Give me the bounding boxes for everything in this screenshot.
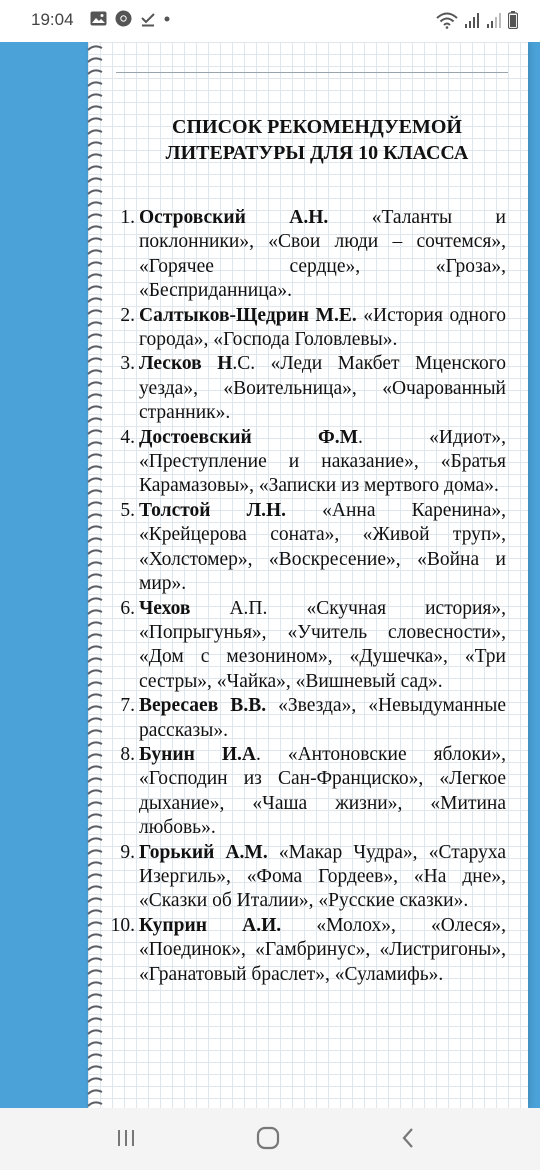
spiral-ring (88, 1006, 102, 1010)
spiral-ring (88, 190, 102, 194)
recents-icon (115, 1128, 137, 1153)
item-works: . «Идиот», «Преступление и наказание», «Братья Карамазовы», «Записки из мертвого дома». (139, 426, 506, 497)
spiral-ring (88, 730, 102, 734)
spiral-ring (88, 910, 102, 914)
spiral-ring (88, 502, 102, 506)
spiral-ring (88, 106, 102, 110)
item-author: Куприн А.И. (139, 914, 282, 936)
spiral-ring (88, 994, 102, 998)
dot-icon (164, 16, 170, 22)
list-item (102, 743, 506, 841)
spiral-ring (88, 82, 102, 86)
status-time: 19:04 (31, 10, 74, 29)
item-works: «Макар Чудра», «Старуха Изергиль», «Фома Гордеев», «На дне», «Сказки об Италии», «Русские сказки». (139, 841, 507, 912)
spiral-ring (88, 1054, 102, 1058)
spiral-ring (88, 850, 102, 854)
spiral-ring (88, 274, 102, 278)
spiral-ring (88, 586, 102, 590)
list-item (102, 206, 506, 304)
spiral-ring (88, 562, 102, 566)
item-works: «Анна Каренина», «Крейцерова соната», «Живой труп», «Холстомер», «Воскресение», «Война и мир». (139, 499, 506, 595)
item-number: 3. (120, 353, 135, 375)
spiral-ring (88, 334, 102, 338)
spiral-ring (88, 286, 102, 290)
item-works: А.П. «Скучная история», «Попрыгунья», «Учитель словесности», «Дом с мезонином», «Душечка», «Три сестры», «Чайка», «Вишневый сад». (139, 597, 506, 692)
item-number: 10. (110, 914, 135, 936)
spiral-ring (88, 610, 102, 614)
literature-list (102, 206, 506, 987)
title-line-1: СПИСОК РЕКОМЕНДУЕМОЙ (172, 116, 462, 138)
spiral-ring (88, 94, 102, 98)
item-number: 8. (120, 743, 135, 765)
spiral-ring (88, 1042, 102, 1046)
item-author: Горький А.М. (139, 841, 268, 863)
item-author: Островский А.Н. (139, 207, 329, 228)
home-icon (256, 1126, 280, 1155)
download-done-icon (140, 11, 156, 27)
spiral-ring (88, 262, 102, 266)
title-line-2: ЛИТЕРАТУРЫ ДЛЯ 10 КЛАССА (165, 142, 469, 164)
spiral-ring (88, 862, 102, 866)
item-works: «Молох», «Олеся», «Поединок», «Гамбринус», «Листригоны», «Гранатовый браслет», «Суламифь». (139, 914, 506, 985)
spiral-ring (88, 1078, 102, 1082)
spiral-ring (88, 706, 102, 710)
spiral-ring (88, 478, 102, 482)
home-button[interactable] (248, 1126, 288, 1154)
spiral-ring (88, 466, 102, 470)
spiral-ring (88, 934, 102, 938)
spiral-ring (88, 490, 102, 494)
list-item (102, 841, 506, 914)
spiral-ring (88, 346, 102, 350)
spiral-ring (88, 514, 102, 518)
spiral-ring (88, 1090, 102, 1094)
spiral-ring (88, 874, 102, 878)
spiral-ring (88, 214, 102, 218)
spiral-ring (88, 250, 102, 254)
item-number: 5. (120, 499, 135, 521)
item-number: 6. (120, 597, 135, 619)
spiral-ring (88, 982, 102, 986)
spiral-ring (88, 814, 102, 818)
spiral-ring (88, 1018, 102, 1022)
item-author: Вересаев В.В. (139, 695, 267, 717)
notification-icons (90, 10, 170, 27)
item-author: Салтыков-Щедрин М.Е. (139, 304, 357, 326)
spiral-ring (88, 838, 102, 842)
spiral-ring (88, 178, 102, 182)
spiral-ring (88, 622, 102, 626)
spiral-ring (88, 1030, 102, 1034)
recents-button[interactable] (106, 1126, 146, 1154)
spiral-ring (88, 118, 102, 122)
item-number: 1. (120, 207, 135, 228)
spiral-ring (88, 970, 102, 974)
signal-icon-2 (486, 12, 502, 29)
spiral-ring (88, 886, 102, 890)
back-icon (400, 1127, 416, 1154)
item-author: Бунин И.А (139, 743, 256, 765)
spiral-ring (88, 634, 102, 638)
spiral-ring (88, 454, 102, 458)
spiral-ring (88, 142, 102, 146)
spiral-ring (88, 298, 102, 302)
spiral-ring (88, 538, 102, 542)
spiral-ring (88, 238, 102, 242)
spiral-ring (88, 574, 102, 578)
top-rule (116, 72, 508, 73)
system-icons (436, 11, 518, 29)
spiral-ring (88, 46, 102, 50)
back-button[interactable] (388, 1126, 428, 1154)
spiral-ring (88, 922, 102, 926)
item-works: «История одного города», «Господа Головлевы». (139, 304, 507, 351)
spiral-ring (88, 778, 102, 782)
spiral-ring (88, 766, 102, 770)
spiral-ring (88, 310, 102, 314)
spiral-ring (88, 226, 102, 230)
spiral-ring (88, 418, 102, 422)
item-number: 9. (120, 841, 135, 863)
item-author: Достоевский Ф.М (139, 426, 358, 448)
spiral-ring (88, 742, 102, 746)
spiral-ring (88, 202, 102, 206)
spiral-ring (88, 658, 102, 662)
signal-icon (464, 12, 480, 29)
spiral-ring (88, 646, 102, 650)
list-item (102, 499, 506, 597)
spiral-ring (88, 70, 102, 74)
spiral-ring (88, 130, 102, 134)
spiral-ring (88, 826, 102, 830)
item-works: «Звезда», «Невыдуманные рассказы». (139, 695, 506, 741)
spiral-ring (88, 694, 102, 698)
spiral-ring (88, 154, 102, 158)
spiral-ring (88, 370, 102, 374)
spiral-ring (88, 442, 102, 446)
list-item (102, 426, 506, 499)
wifi-icon (436, 12, 458, 29)
spiral-ring (88, 790, 102, 794)
spiral-ring (88, 598, 102, 602)
item-works: .С. «Леди Макбет Мценского уезда», «Воительница», «Очарованный странник». (139, 353, 506, 424)
item-number: 4. (120, 426, 135, 448)
navigation-bar (0, 1108, 540, 1170)
item-works: «Таланты и поклонники», «Свои люди – сочтемся», «Горячее сердце», «Гроза», «Бесприданница». (139, 207, 506, 302)
spiral-ring (88, 898, 102, 902)
spiral-ring (88, 1102, 102, 1106)
spiral-ring (88, 682, 102, 686)
spiral-ring (88, 718, 102, 722)
list-item (102, 597, 506, 695)
spiral-binding (84, 42, 120, 1108)
spiral-ring (88, 406, 102, 410)
image-icon (90, 11, 107, 26)
spiral-ring (88, 322, 102, 326)
spiral-ring (88, 550, 102, 554)
spiral-ring (88, 526, 102, 530)
notebook-page (88, 42, 528, 1108)
page-title (128, 114, 506, 166)
list-item (102, 694, 506, 743)
item-number: 2. (120, 304, 135, 326)
spiral-ring (88, 58, 102, 62)
item-works: . «Антоновские яблоки», «Господин из Сан-Франциско», «Легкое дыхание», «Чаша жизни», «Митина любовь». (139, 743, 506, 839)
chrome-icon (115, 10, 132, 27)
item-author: Толстой Л.Н. (139, 499, 287, 521)
list-item (102, 914, 506, 987)
list-item (102, 352, 506, 425)
spiral-ring (88, 958, 102, 962)
spiral-ring (88, 394, 102, 398)
list-item (102, 304, 506, 353)
battery-icon (508, 11, 518, 29)
spiral-ring (88, 382, 102, 386)
spiral-ring (88, 670, 102, 674)
item-author: Лесков Н (139, 353, 233, 375)
item-number: 7. (120, 695, 135, 717)
spiral-ring (88, 166, 102, 170)
spiral-ring (88, 358, 102, 362)
item-author: Чехов (139, 597, 191, 619)
spiral-ring (88, 946, 102, 950)
status-bar (0, 0, 540, 42)
spiral-ring (88, 430, 102, 434)
spiral-ring (88, 1066, 102, 1070)
spiral-ring (88, 754, 102, 758)
document-view[interactable] (0, 42, 540, 1108)
spiral-ring (88, 802, 102, 806)
